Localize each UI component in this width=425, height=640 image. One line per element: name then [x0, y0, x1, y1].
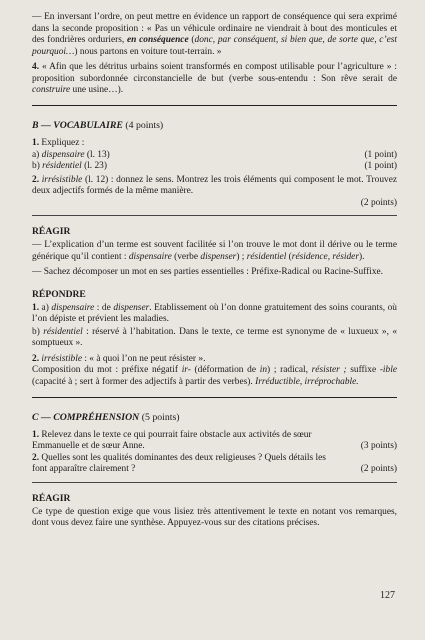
- section-c-title: C — COMPRÉHENSION (5 points): [32, 411, 180, 423]
- b-answer-2b: Composition du mot : préfixe négatif ir- (déformation de in) ; radical, résister ; suffixe -ible (capacité à ; sert à former des adjectifs à partir des verbes). Irréductible, irréprochable.: [32, 365, 397, 388]
- intro-paragraph-1: — En inversant l’ordre, on peut mettre en évidence un rapport de conséquence qui sera exprimé dans la seconde proposition : « Pas un véhicule ordinaire ne viendrait à bout des monticules et des fondrières orduriers, en conséquence (donc, par conséquent, si bien que, de sorte que, c’est pourquoi…) nous partons en voiture tout-terrain. »: [32, 12, 398, 57]
- c-question-2: 2. Quelles sont les qualités dominantes des deux religieuses ? Quels détails les: [32, 452, 326, 463]
- c-reagir-paragraph: Ce type de question exige que vous lisiez très attentivement le texte en notant vos remarques, dont vous devez faire une synthèse. Appuyez-vous sur des citations précises.: [32, 506, 397, 529]
- c-question-2-line-2: font apparaître clairement ? (2 points): [32, 464, 397, 475]
- b-reagir-title: RÉAGIR: [32, 226, 71, 238]
- b-reagir-paragraph-2: — Sachez décomposer un mot en ses parties essentielles : Préfixe-Radical ou Racine-Suffixe.: [32, 267, 384, 278]
- b-question-2: 2. irrésistible (l. 12) : donnez le sens. Montrez les trois éléments qui composent le mot. Trouvez deux adjectifs formés de la même manière.: [32, 174, 398, 197]
- section-divider: [32, 397, 397, 398]
- section-divider: [32, 105, 397, 106]
- section-divider: [32, 482, 397, 483]
- intro-paragraph-2: 4. « Afin que les détritus urbains soient transformés en compost utilisable pour l’agriculture » : proposition subordonnée circonstancielle de but (verbe sous-entendu : Son rêve serait de construire une usine…).: [32, 62, 397, 96]
- b-question-2-points: (2 points): [360, 197, 397, 208]
- b-item-b: b) résidentiel (l. 23) (1 point): [32, 161, 397, 172]
- b-answer-2a: 2. irrésistible : « à quoi l’on ne peut résister ».: [32, 353, 206, 364]
- c-reagir-title: RÉAGIR: [32, 492, 71, 504]
- b-question-1: 1. Expliquez :: [32, 137, 85, 148]
- b-reagir-paragraph-1: — L’explication d’un terme est souvent facilitée si l’on trouve le mot dont il dérive ou le terme générique qu’il contient : dispensaire (verbe dispenser) ; résidentiel (résidence, résider).: [32, 240, 397, 262]
- c-question-1-line-2: Emmanuelle et de sœur Anne. (3 points): [32, 441, 397, 452]
- page-number: 127: [380, 590, 395, 601]
- c-question-1: 1. Relevez dans le texte ce qui pourrait faire obstacle aux activités de sœur: [32, 429, 312, 440]
- b-answer-1b: b) résidentiel : réservé à l’habitation. Dans le texte, ce terme est synonyme de « luxueux », « somptueux ».: [32, 326, 398, 349]
- b-repondre-title: RÉPONDRE: [32, 288, 86, 300]
- b-item-a: a) dispensaire (l. 13) (1 point): [32, 149, 397, 160]
- section-divider: [32, 215, 397, 216]
- b-answer-1a: 1. a) dispensaire : de dispenser. Etablissement où l’on donne gratuitement des soins courants, où l’on dépiste et prévient les maladies.: [32, 302, 397, 325]
- section-b-title: B — VOCABULAIRE (4 points): [32, 119, 164, 131]
